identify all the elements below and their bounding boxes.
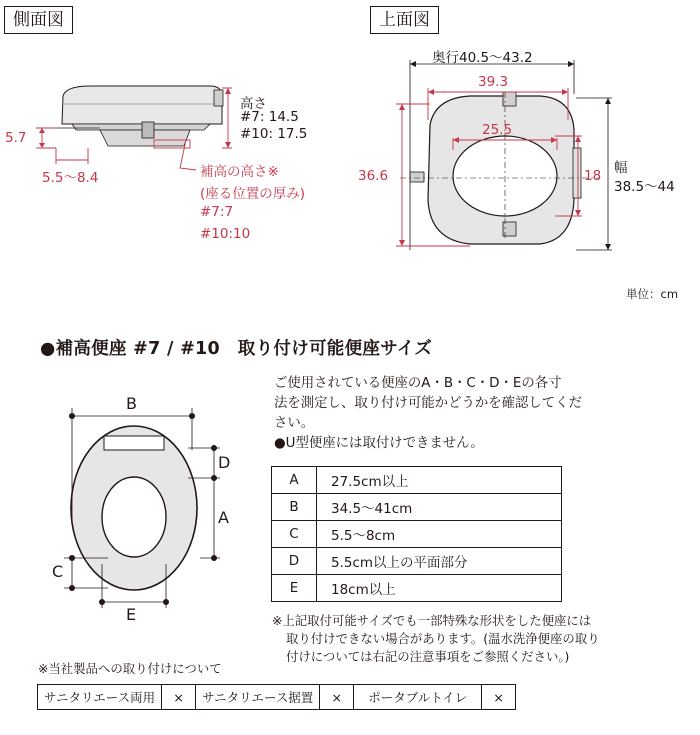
side-height-label: 高さ: [240, 96, 267, 112]
top-view-drawing: [0, 0, 700, 300]
size-table: [271, 466, 562, 602]
top-width-value: 38.5〜44: [614, 179, 675, 195]
raise-title: 補高の高さ※: [200, 164, 279, 180]
description: [274, 374, 694, 454]
size-value: 27.5cm以上: [317, 467, 562, 494]
size-key: C: [272, 521, 317, 548]
diagram-label-d: D: [218, 453, 231, 472]
table-row: [272, 575, 562, 602]
compat-title: ※当社製品への取り付けについて: [38, 661, 222, 676]
table-row: [272, 521, 562, 548]
description-line-1: ご使用されている便座のA・B・C・D・Eの各寸: [274, 376, 562, 391]
compat-mark: ×: [162, 685, 196, 710]
note-line-3: 付けについては右記の注意事項をご参照ください。): [286, 649, 570, 664]
table-row: [272, 467, 562, 494]
size-key: B: [272, 494, 317, 521]
measurement-diagram: [0, 380, 280, 630]
top-dim-18: 18: [584, 168, 602, 184]
top-view-label: 上面図: [370, 6, 439, 34]
diagram-label-c: C: [52, 562, 64, 581]
note: [272, 612, 692, 666]
raise-10: #10:10: [200, 226, 251, 242]
diagram-label-a: A: [218, 508, 229, 527]
diagram-label-b: B: [126, 394, 137, 413]
size-value: 5.5〜8cm: [317, 521, 562, 548]
size-value: 18cm以上: [317, 575, 562, 602]
size-key: D: [272, 548, 317, 575]
top-dim-39: 39.3: [478, 74, 509, 90]
compat-mark: ×: [320, 685, 354, 710]
top-dim-36: 36.6: [358, 168, 389, 184]
raise-sub: (座る位置の厚み): [200, 186, 306, 202]
note-line-2: 取り付けできない場合があります。(温水洗浄便座の取り: [286, 631, 600, 646]
description-line-4: ●U型便座には取付けできません。: [274, 436, 484, 451]
compat-name: ポータブルトイレ: [354, 685, 482, 710]
size-value: 34.5〜41cm: [317, 494, 562, 521]
compat-mark: ×: [482, 685, 516, 710]
compat-table: [37, 684, 516, 710]
top-dim-25: 25.5: [482, 122, 513, 138]
note-line-1: ※上記取付可能サイズでも一部特殊な形状をした便座には: [272, 613, 592, 628]
side-bottom-dim: 5.5〜8.4: [42, 170, 99, 186]
compat-name: サニタリエース据置: [196, 685, 320, 710]
compat-name: サニタリエース両用: [38, 685, 162, 710]
description-line-3: さい。: [274, 416, 315, 431]
description-line-2: 法を測定し、取り付け可能かどうかを確認してくだ: [274, 396, 582, 411]
unit-label: 単位：cm: [626, 287, 679, 301]
side-view-label: 側面図: [4, 6, 73, 34]
size-key: A: [272, 467, 317, 494]
top-width-label: 幅: [614, 160, 628, 176]
diagram-label-e: E: [126, 605, 137, 624]
side-left-dim: 5.7: [5, 130, 27, 146]
compat-row: [38, 685, 516, 710]
top-depth: 奥行40.5〜43.2: [432, 50, 533, 66]
raise-7: #7:7: [200, 204, 234, 220]
size-value: 5.5cm以上の平面部分: [317, 548, 562, 575]
side-height-10: #10: 17.5: [240, 126, 308, 142]
section-heading: ●補高便座 #7 / #10 取り付け可能便座サイズ: [40, 339, 433, 359]
table-row: [272, 548, 562, 575]
size-key: E: [272, 575, 317, 602]
side-height-7: #7: 14.5: [240, 109, 299, 125]
table-row: [272, 494, 562, 521]
